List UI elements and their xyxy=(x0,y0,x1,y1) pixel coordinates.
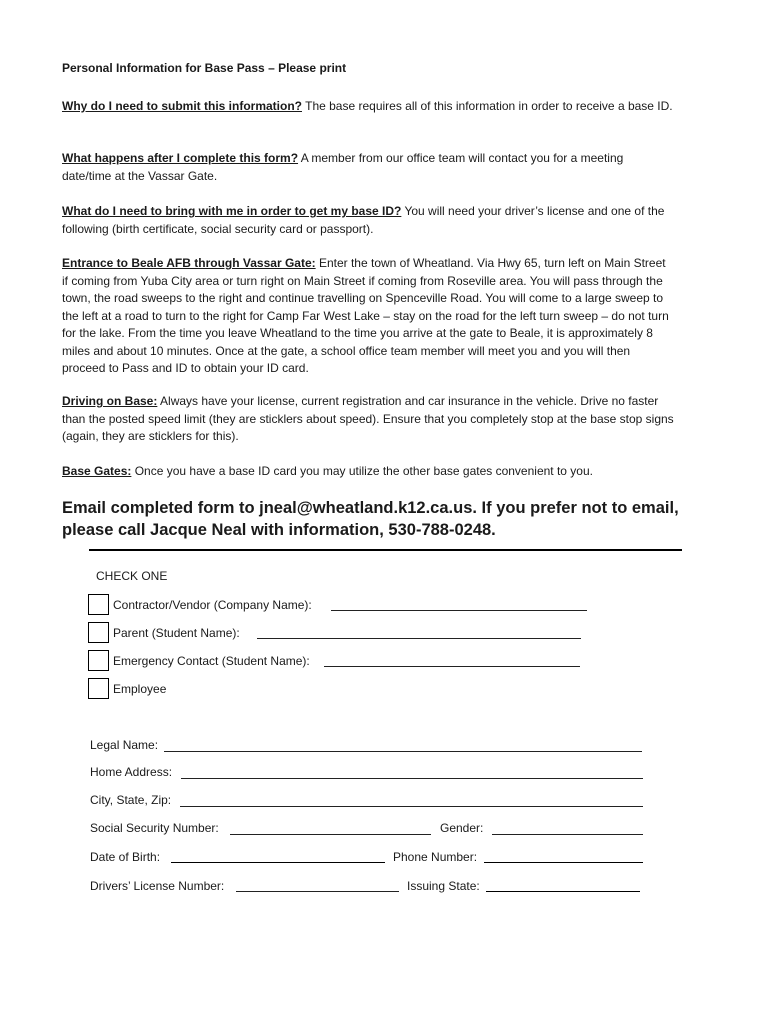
paragraph-text: You will need your driver’s license and one of the following (birth certificate, social security card or passport). xyxy=(62,204,665,236)
issuing-state-field[interactable] xyxy=(486,891,640,892)
gender-label: Gender: xyxy=(440,821,484,835)
paragraph-base-gates xyxy=(62,463,674,481)
contractor-checkbox[interactable] xyxy=(88,594,109,615)
city-state-zip-label: City, State, Zip: xyxy=(90,793,172,807)
issuing-state-label: Issuing State: xyxy=(407,879,480,893)
paragraph-lead: Entrance to Beale AFB through Vassar Gate: xyxy=(62,256,316,270)
student-name-line[interactable] xyxy=(257,638,581,639)
home-address-label: Home Address: xyxy=(90,765,173,779)
legal-name-label: Legal Name: xyxy=(90,738,159,752)
ssn-field[interactable] xyxy=(230,834,431,835)
form-title: Personal Information for Base Pass – Please print xyxy=(62,61,347,75)
paragraph-driving xyxy=(62,393,674,446)
option-label: Employee xyxy=(113,682,167,696)
phone-field[interactable] xyxy=(484,862,643,863)
paragraph-text: A member from our office team will contact you for a meeting date/time at the Vassar Gate. xyxy=(62,151,624,183)
paragraph-text: The base requires all of this information in order to receive a base ID. xyxy=(302,99,673,113)
paragraph-lead: Base Gates: xyxy=(62,464,132,478)
email-notice: Email completed form to jneal@wheatland.k12.ca.us. If you prefer not to email, please call Jacque Neal with information, 530-788-0248. xyxy=(62,499,679,539)
paragraph-text: Enter the town of Wheatland. Via Hwy 65, turn left on Main Street if coming from Yuba City area or turn right on Main Street if coming from Roseville area. You will pass through the town, the road sweeps to the right and continue travelling on Spenceville Road. You will come to a large sweep to the left at a road to turn to the right for Camp Far West Lake – stay on the road for the left turn sweep – do not turn for the lake. From the time you leave Wheatland to the time you arrive at the gate to Beale, it is approximately 8 miles and about 10 minutes. Once at the gate, a school office team member will meet you and you will then proceed to Pass and ID to obtain your ID card. xyxy=(62,256,669,375)
option-label: Parent (Student Name): xyxy=(113,626,240,640)
employee-checkbox[interactable] xyxy=(88,678,109,699)
paragraph-what-to-bring xyxy=(62,203,674,238)
gender-field[interactable] xyxy=(492,834,643,835)
option-label: Contractor/Vendor (Company Name): xyxy=(113,598,312,612)
license-field[interactable] xyxy=(236,891,399,892)
emergency-contact-checkbox[interactable] xyxy=(88,650,109,671)
paragraph-lead: Driving on Base: xyxy=(62,394,158,408)
legal-name-field[interactable] xyxy=(164,751,642,752)
option-label: Emergency Contact (Student Name): xyxy=(113,654,310,668)
paragraph-text: Always have your license, current registration and car insurance in the vehicle. Drive no faster than the posted speed limit (they are sticklers about speed). Ensure that you completely stop at the base stop signs (again, they are sticklers for this). xyxy=(62,394,674,443)
dob-field[interactable] xyxy=(171,862,385,863)
city-state-zip-field[interactable] xyxy=(180,806,643,807)
divider xyxy=(89,549,682,551)
ssn-label: Social Security Number: xyxy=(90,821,219,835)
student-name-line[interactable] xyxy=(324,666,580,667)
license-label: Drivers’ License Number: xyxy=(90,879,225,893)
home-address-field[interactable] xyxy=(181,778,643,779)
phone-label: Phone Number: xyxy=(393,850,478,864)
parent-checkbox[interactable] xyxy=(88,622,109,643)
dob-label: Date of Birth: xyxy=(90,850,161,864)
paragraph-lead: What happens after I complete this form? xyxy=(62,151,299,165)
paragraph-lead: What do I need to bring with me in order to get my base ID? xyxy=(62,204,402,218)
paragraph-lead: Why do I need to submit this information? xyxy=(62,99,302,113)
check-one-label: CHECK ONE xyxy=(96,569,168,583)
paragraph-what-happens xyxy=(62,150,674,185)
paragraph-entrance xyxy=(62,255,674,378)
paragraph-text: Once you have a base ID card you may utilize the other base gates convenient to you. xyxy=(131,464,593,478)
company-name-line[interactable] xyxy=(331,610,587,611)
paragraph-why xyxy=(62,98,674,116)
